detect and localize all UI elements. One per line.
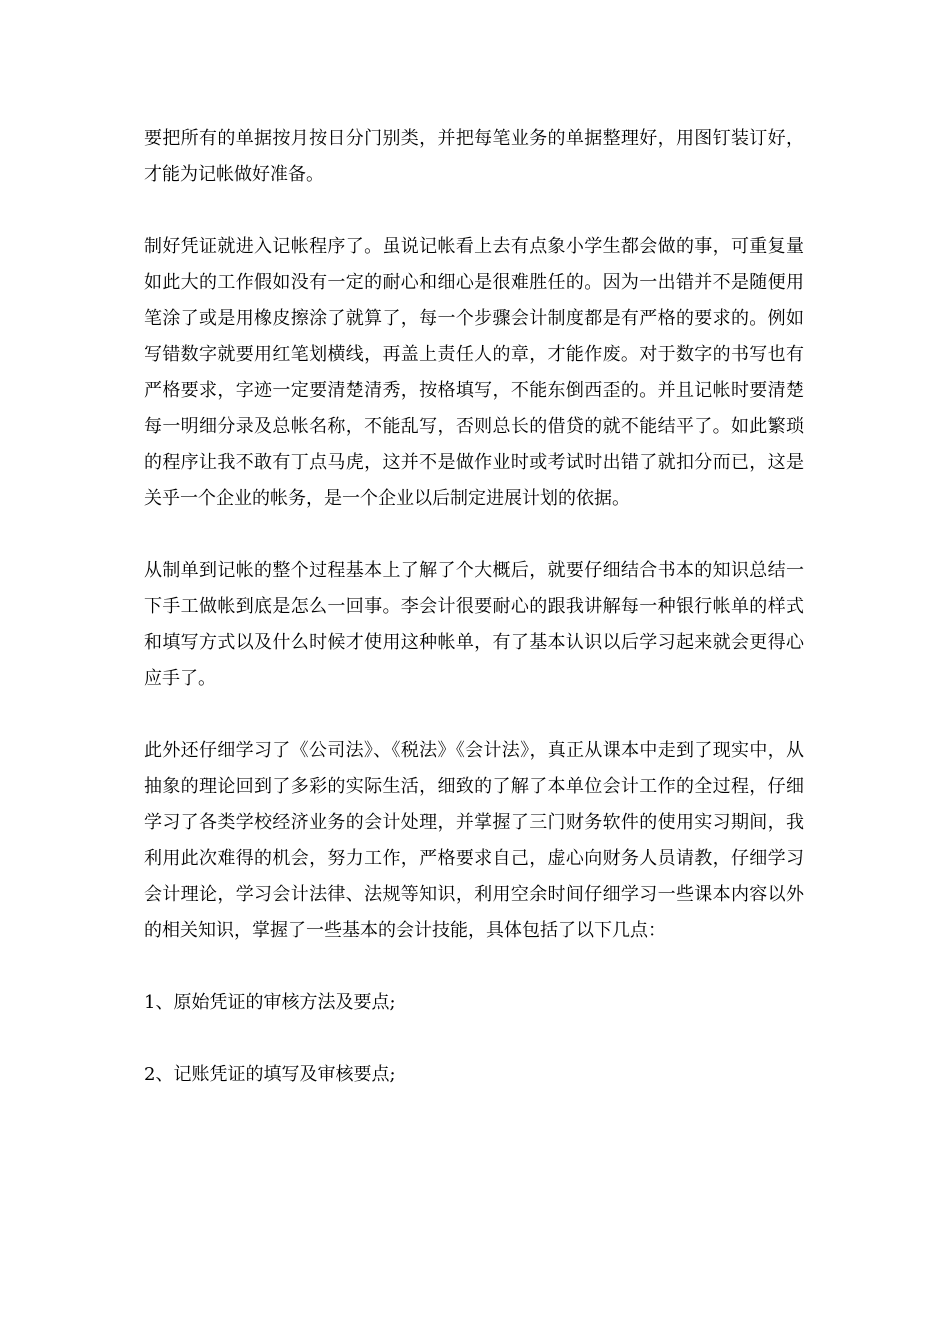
- paragraph-manual-accounting: 从制单到记帐的整个过程基本上了解了个大概后，就要仔细结合书本的知识总结一下手工做帐到底是怎么一回事。李会计很要耐心的跟我讲解每一种银行帐单的样式和填写方式以及什么时候才使用这种帐单，有了基本认识以后学习起来就会更得心应手了。: [144, 560, 804, 689]
- document-body: [144, 121, 804, 1129]
- paragraph-learning-summary: 此外还仔细学习了《公司法》、《税法》《会计法》，真正从课本中走到了现实中，从抽象的理论回到了多彩的实际生活，细致的了解了本单位会计工作的全过程，仔细学习了各类学校经济业务的会计处理，并掌握了三门财务软件的使用实习期间，我利用此次难得的机会，努力工作，严格要求自己，虚心向财务人员请教，仔细学习会计理论，学习会计法律、法规等知识，利用空余时间仔细学习一些课本内容以外的相关知识，掌握了一些基本的会计技能，具体包括了以下几点：: [144, 740, 804, 941]
- paragraph-bookkeeping-procedure: 制好凭证就进入记帐程序了。虽说记帐看上去有点象小学生都会做的事，可重复量如此大的工作假如没有一定的耐心和细心是很难胜任的。因为一出错并不是随便用笔涂了或是用橡皮擦涂了就算了，每一个步骤会计制度都是有严格的要求的。例如写错数字就要用红笔划横线，再盖上责任人的章，才能作废。对于数字的书写也有严格要求，字迹一定要清楚清秀，按格填写，不能东倒西歪的。并且记帐时要清楚每一明细分录及总帐名称，不能乱写，否则总长的借贷的就不能结平了。如此繁琐的程序让我不敢有丁点马虎，这并不是做作业时或考试时出错了就扣分而已，这是关乎一个企业的帐务，是一个企业以后制定进展计划的依据。: [144, 236, 804, 509]
- list-item-accounting-voucher: 2、记账凭证的填写及审核要点;: [144, 1064, 396, 1085]
- list-item-original-voucher: 1、原始凭证的审核方法及要点;: [144, 992, 396, 1013]
- paragraph-voucher-sorting: 要把所有的单据按月按日分门别类，并把每笔业务的单据整理好，用图钉装订好，才能为记帐做好准备。: [144, 128, 804, 185]
